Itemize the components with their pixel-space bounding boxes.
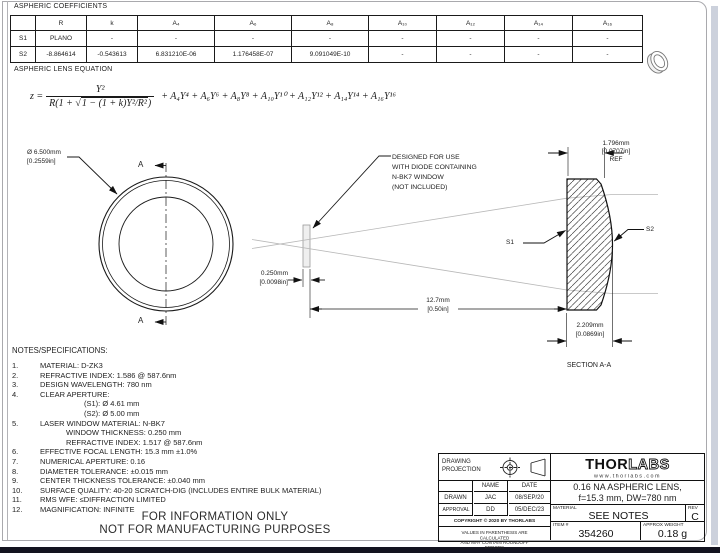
eq-fraction: $\frac{\text{Y²}}{\text{R(1 + √1 − (1 + k)Y²/R²)}}$ [46,84,154,109]
note-item: 10. SURFACE QUALITY: 40-20 SCRATCH-DIG (INCLUDES ENTIRE BULK MATERIAL) [12,486,322,495]
edge-thickness-dimension: 1.796mm [0.0707in] REF [601,140,631,163]
note-item: WINDOW THICKNESS: 0.250 mm [66,428,182,437]
note-item: (S1): Ø 4.61 mm [84,399,140,408]
approval-label: APPROVAL [442,507,470,513]
note-item: 6. EFFECTIVE FOCAL LENGTH: 15.3 mm ±1.0% [12,447,198,456]
aspheric-coefficients-table [10,15,643,63]
thorlabs-logo: THORLABS [585,457,670,473]
drawn-date: 08/SEP/20 [509,492,551,504]
note-item: 4. CLEAR APERTURE: [12,390,110,399]
approval-date: 05/DEC/23 [509,504,551,516]
notes-title: NOTES/SPECIFICATIONS: [12,346,108,355]
section-caption: SECTION A-A [566,362,612,369]
drawn-label: DRAWN [439,492,473,504]
drawing-projection-cell: DRAWING PROJECTION [439,454,551,481]
coefficients-caption: ASPHERIC COEFFICIENTS [14,3,108,10]
note-item: 5. LASER WINDOW MATERIAL: N-BK7 [12,419,165,428]
drawn-name: JAC [474,492,508,504]
table-row-s2: S2 -8.864614 -0.543613 6.831210E-06 1.176458E-07 9.091049E-10 - - - - [11,47,643,63]
diode-window-note: DESIGNED FOR USE WITH DIODE CONTAINING N-BK7 WINDOW (NOT INCLUDED) [392,154,477,191]
window-bottom-bar [0,547,720,553]
note-item: REFRACTIVE INDEX: 1.517 @ 587.6nm [66,438,203,447]
rev-value: C [691,511,699,523]
name-header: NAME [474,481,508,492]
note-item: 7. NUMERICAL APERTURE: 0.16 [12,457,146,466]
date-header: DATE [509,481,551,492]
for-information-only-notice: FOR INFORMATION ONLY NOT FOR MANUFACTURING PURPOSES [99,511,331,536]
title-block [438,453,705,551]
copyright-cell: COPYRIGHT © 2020 BY THORLABS [439,516,551,527]
drawing-title-line1: 0.16 NA ASPHERIC LENS, [573,482,682,492]
item-number-cell: ITEM # 354260 [551,522,641,540]
eq-lhs: z = [30,90,44,102]
section-marker-top: A [138,160,144,169]
table-row-s1: S1 PLANO - - - - - - - - [11,31,643,47]
projection-symbols-icon [497,456,549,479]
aspheric-lens-equation [30,79,396,113]
thorlabs-website: www.thorlabs.com [594,474,661,480]
table-header-row: R k A₄ A₆ A₈ A₁₀ A₁₂ A₁₄ A₁₆ [11,16,643,31]
surface-s2-label: S2 [646,225,654,233]
thorlabs-logo-cell [551,454,704,481]
note-item: 9. CENTER THICKNESS TOLERANCE: ±0.040 mm [12,476,205,485]
drawing-title-cell [551,481,704,505]
note-item: 11. RMS WFE: ≤DIFFRACTION LIMITED [12,495,166,504]
note-item: 12. MAGNIFICATION: INFINITE [12,505,135,514]
note-item: 8. DIAMETER TOLERANCE: ±0.015 mm [12,467,169,476]
approval-name: DD [474,504,508,516]
center-thickness-dimension: 2.209mm [0.0869in] [575,322,605,338]
diameter-dimension-label: Ø 6.500mm [0.2559in] [27,149,61,165]
material-value: SEE NOTES [588,510,649,522]
equation-caption: ASPHERIC LENS EQUATION [14,66,113,73]
note-item: 2. REFRACTIVE INDEX: 1.586 @ 587.6nm [12,371,177,380]
window-thickness-dimension: 0.250mm [0.0098in] [259,270,288,286]
approx-weight-value: 0.18 g [657,528,688,540]
window-lens-distance-dimension: 12.7mm [0.50in] [426,297,450,313]
rev-cell: REV C [686,505,704,522]
page-edge-strip [711,6,718,545]
section-marker-bottom: A [138,316,144,325]
note-item: 1. MATERIAL: D-ZK3 [12,361,103,370]
note-item: 3. DESIGN WAVELENGTH: 780 nm [12,380,152,389]
eq-polynomial-terms: + A₄Y⁴ + A₆Y⁶ + A₈Y⁸ + A₁₀Y¹⁰ + A₁₂Y¹² + A₁₄Y¹⁴ + A₁₆Y¹⁶ [161,90,397,102]
surface-s1-label: S1 [506,239,514,246]
item-number-value: 354260 [578,528,614,540]
note-item: (S2): Ø 5.00 mm [84,409,140,418]
disclaimer-cell: VALUES IN PARENTHESIS ARE CALCULATED AND MAY CONTAIN ROUNDOFF ERRORS [439,527,551,540]
approx-weight-cell: APPROX WEIGHT 0.18 g [641,522,704,540]
drawing-title-line2: f=15.3 mm, DW=780 nm [578,493,677,503]
material-cell: MATERIAL SEE NOTES [551,505,686,522]
